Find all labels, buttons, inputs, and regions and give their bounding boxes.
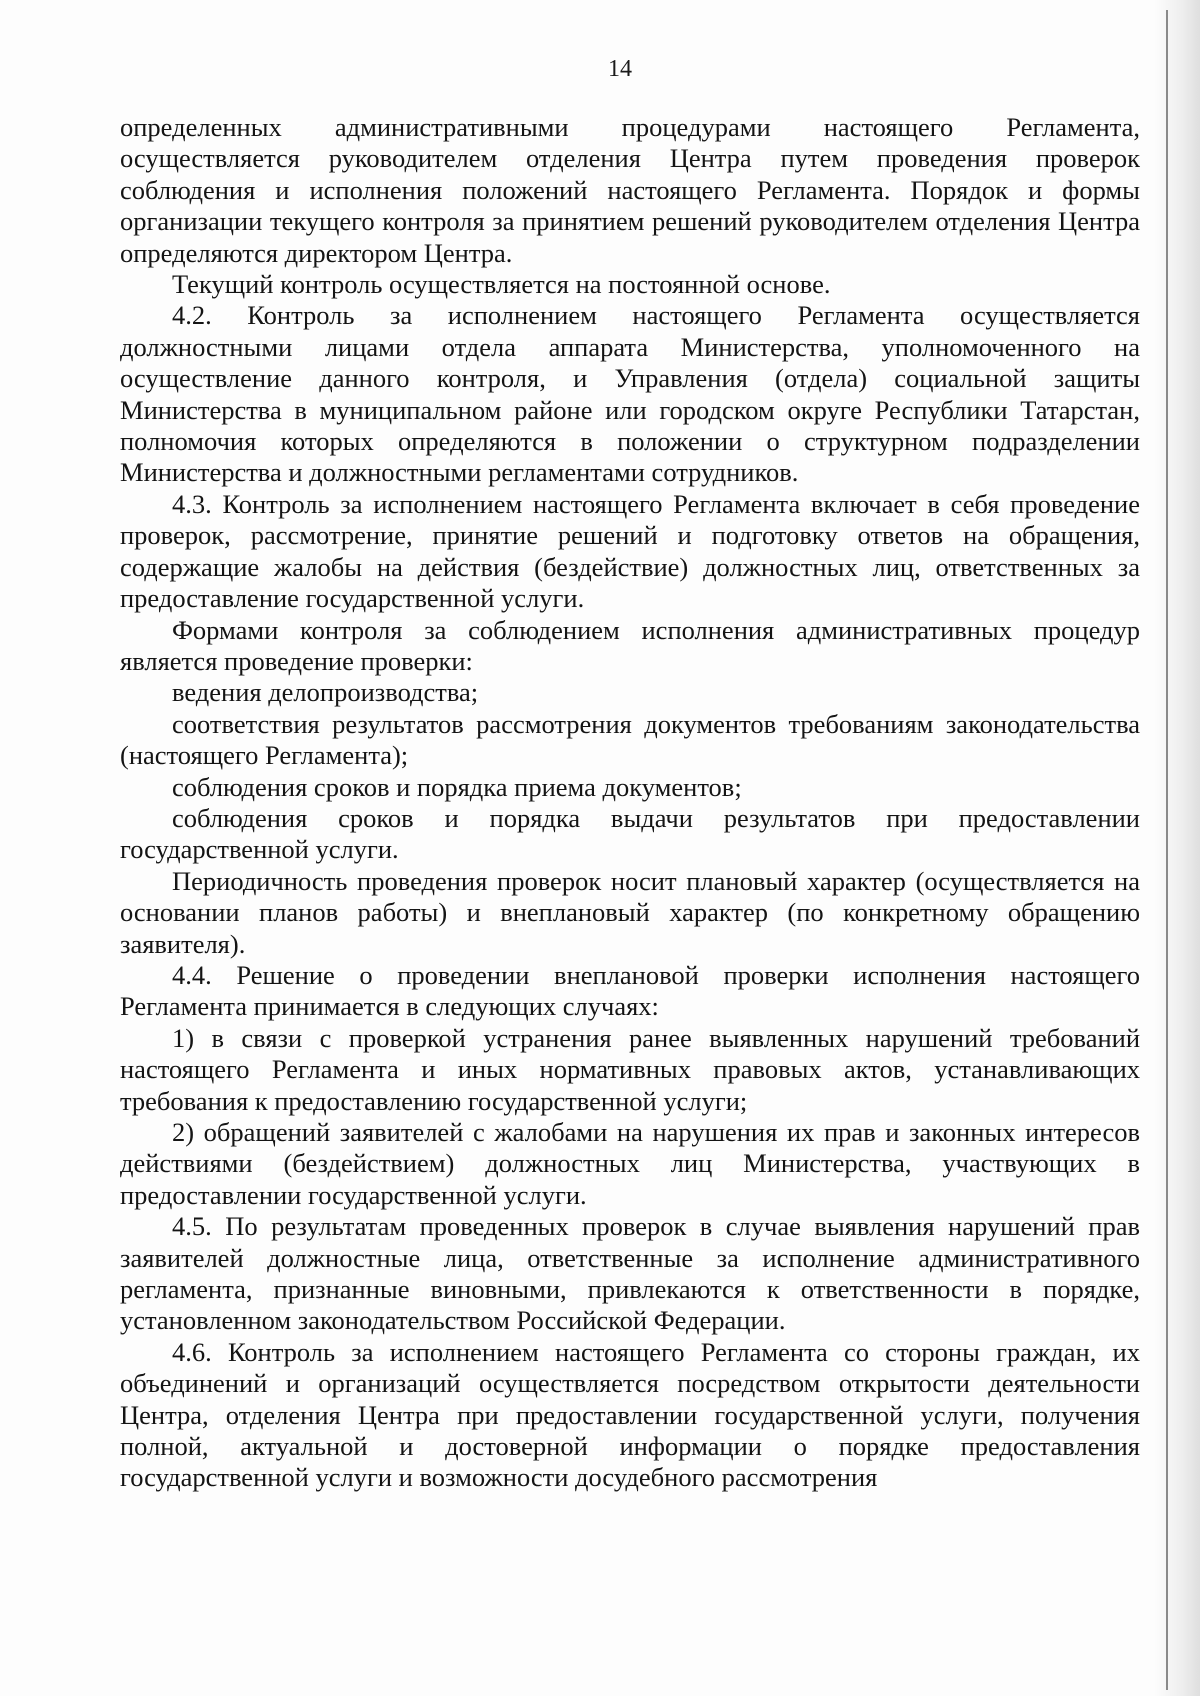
paragraph: Текущий контроль осуществляется на постоянной основе. [172,269,831,300]
paragraph: Формами контроля за соблюдением исполнения административных процедур является проведение проверки: [120,614,1140,676]
paragraph: определенных административными процедурами настоящего Регламента, осуществляется руководителем отделения Центра путем проведения проверок соблюдения и исполнения положений настоящего Регламента. Порядок и формы организации текущего контроля за принятием решений руководителем отделения Центра определяются директором Центра. [120,112,1140,268]
document-body [120,112,1140,1494]
paragraph: 4.4. Решение о проведении внеплановой проверки исполнения настоящего Регламента принимается в следующих случаях: [120,959,1140,1022]
paragraph: 4.5. По результатам проведенных проверок в случае выявления нарушений прав заявителей должностные лица, ответственные за исполнение административного регламента, признанные виновными, привлекаются к ответственности в порядке, установленном законодательством Российской Федерации. [120,1211,1140,1336]
page-number: 14 [608,56,632,82]
paragraph: Периодичность проведения проверок носит плановый характер (осуществляется на основании планов работы) и внеплановый характер (по конкретному обращению заявителя). [120,865,1140,959]
paragraph: соблюдения сроков и порядка выдачи результатов при предоставлении государственной услуги. [120,802,1140,865]
paragraph: 1) в связи с проверкой устранения ранее выявленных нарушений требований настоящего Регламента и иных нормативных правовых актов, устанавливающих требования к предоставлению государственной услуги; [120,1022,1140,1116]
paragraph: 4.6. Контроль за исполнением настоящего Регламента со стороны граждан, их объединений и организаций осуществляется посредством открытости деятельности Центра, отделения Центра при предоставлении государственной услуги, получения полной, актуальной и достоверной информации о порядке предоставления государственной услуги и возможности досудебного рассмотрения [120,1336,1140,1493]
paragraph: 4.2. Контроль за исполнением настоящего Регламента осуществляется должностными лицами отдела аппарата Министерства, уполномоченного на осуществление данного контроля, и Управления (отдела) социальной защиты Министерства в муниципальном районе или городском округе Республики Татарстан, полномочия которых определяются в положении о структурном подразделении Министерства и должностными регламентами сотрудников. [120,300,1140,488]
paragraph: ведения делопроизводства; [172,677,479,708]
scan-edge-line [1166,10,1168,1690]
paragraph: 4.3. Контроль за исполнением настоящего Регламента включает в себя проведение проверок, рассмотрение, принятие решений и подготовку ответов на обращения, содержащие жалобы на действия (бездействие) должностных лиц, ответственных за предоставление государственной услуги. [120,488,1140,614]
paragraph: соблюдения сроков и порядка приема документов; [172,771,742,802]
paragraph: 2) обращений заявителей с жалобами на нарушения их прав и законных интересов действиями (бездействием) должностных лиц Министерства, участвующих в предоставлении государственной услуги. [120,1117,1140,1210]
paragraph: соответствия результатов рассмотрения документов требованиям законодательства (настоящего Регламента); [120,708,1140,771]
scan-edge-shadow [1154,0,1200,1696]
